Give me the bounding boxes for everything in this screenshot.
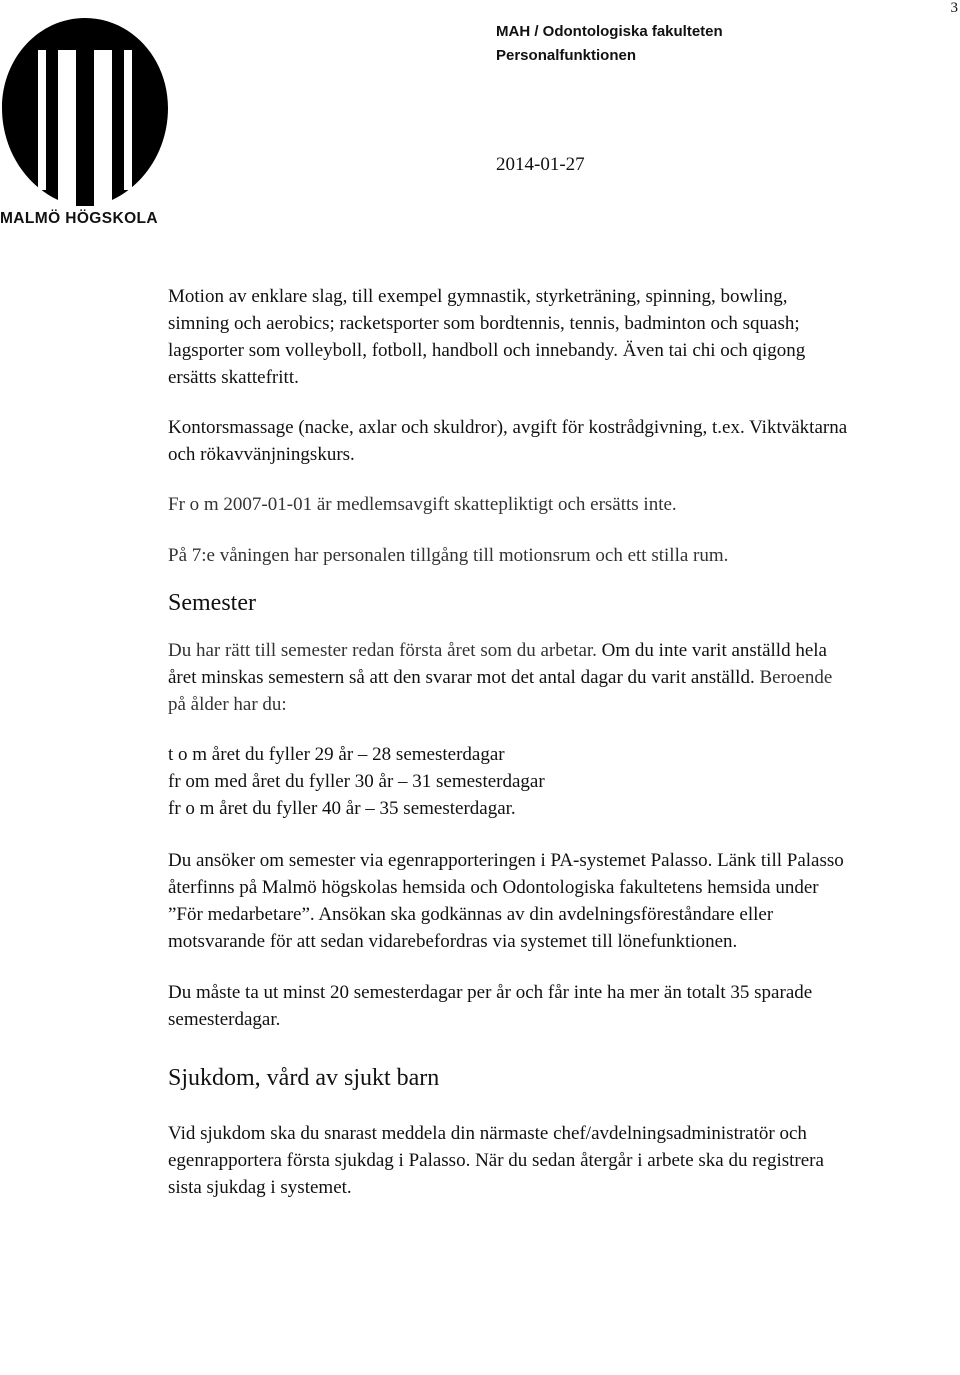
document-body xyxy=(168,283,848,1201)
logo-wordmark: MALMÖ HÖGSKOLA xyxy=(0,210,159,227)
semester-sentence-1: Du har rätt till semester redan första året som du arbetar. xyxy=(168,640,597,661)
heading-sjukdom: Sjukdom, vård av sjukt barn xyxy=(168,1065,440,1091)
page-number: 3 xyxy=(950,0,958,16)
document-date: 2014-01-27 xyxy=(496,154,585,175)
paragraph-minst-20: Du måste ta ut minst 20 semesterdagar per år och får inte ha mer än totalt 35 sparade semesterdagar. xyxy=(168,982,813,1030)
header-department: Personalfunktionen xyxy=(496,47,637,64)
paragraph-motion: Motion av enklare slag, till exempel gymnastik, styrketräning, spinning, bowling, simning och aerobics; racketsporter som bordtennis, tennis, badminton och squash; lagsporter som volleyboll, fotboll, handboll och innebandy. Även tai chi och qigong ersätts skattefritt. xyxy=(168,286,806,388)
malmo-hogskola-logo xyxy=(2,18,172,230)
paragraph-motionsrum: På 7:e våningen har personalen tillgång till motionsrum och ett stilla rum. xyxy=(168,545,729,566)
paragraph-medlemsavgift: Fr o m 2007-01-01 är medlemsavgift skattepliktigt och ersätts inte. xyxy=(168,494,677,515)
age-line-30: fr om med året du fyller 30 år – 31 semesterdagar xyxy=(168,771,545,792)
semester-sentence-2: Om du inte varit anställd hela året minskas semestern så att den svarar mot det antal dagar du varit anställd. xyxy=(168,640,827,688)
paragraph-sjukdom: Vid sjukdom ska du snarast meddela din närmaste chef/avdelningsadministratör och egenrapportera första sjukdag i Palasso. När du sedan återgår i arbete ska du registrera sista sjukdag i systemet. xyxy=(168,1123,824,1198)
document-header xyxy=(496,20,723,68)
age-line-29: t o m året du fyller 29 år – 28 semesterdagar xyxy=(168,744,505,765)
semester-sentence-3: Beroende på ålder har du: xyxy=(168,667,833,715)
age-line-40: fr o m året du fyller 40 år – 35 semesterdagar. xyxy=(168,798,516,819)
heading-semester: Semester xyxy=(168,590,256,616)
paragraph-semester-ratt xyxy=(168,637,848,718)
paragraph-ansokan: Du ansöker om semester via egenrapporteringen i PA-systemet Palasso. Länk till Palasso återfinns på Malmö högskolas hemsida och Odontologiska fakultetens hemsida under ”För medarbetare”. Ansökan ska godkännas av din avdelningsföreståndare eller motsvarande för att sedan vidarebefordras via systemet till lönefunktionen. xyxy=(168,850,844,952)
paragraph-kontorsmassage: Kontorsmassage (nacke, axlar och skuldror), avgift för kostrådgivning, t.ex. Viktväktarna och rökavvänjningskurs. xyxy=(168,417,848,465)
logo-emblem-icon xyxy=(2,18,168,206)
header-organization: MAH / Odontologiska fakulteten xyxy=(496,23,723,40)
